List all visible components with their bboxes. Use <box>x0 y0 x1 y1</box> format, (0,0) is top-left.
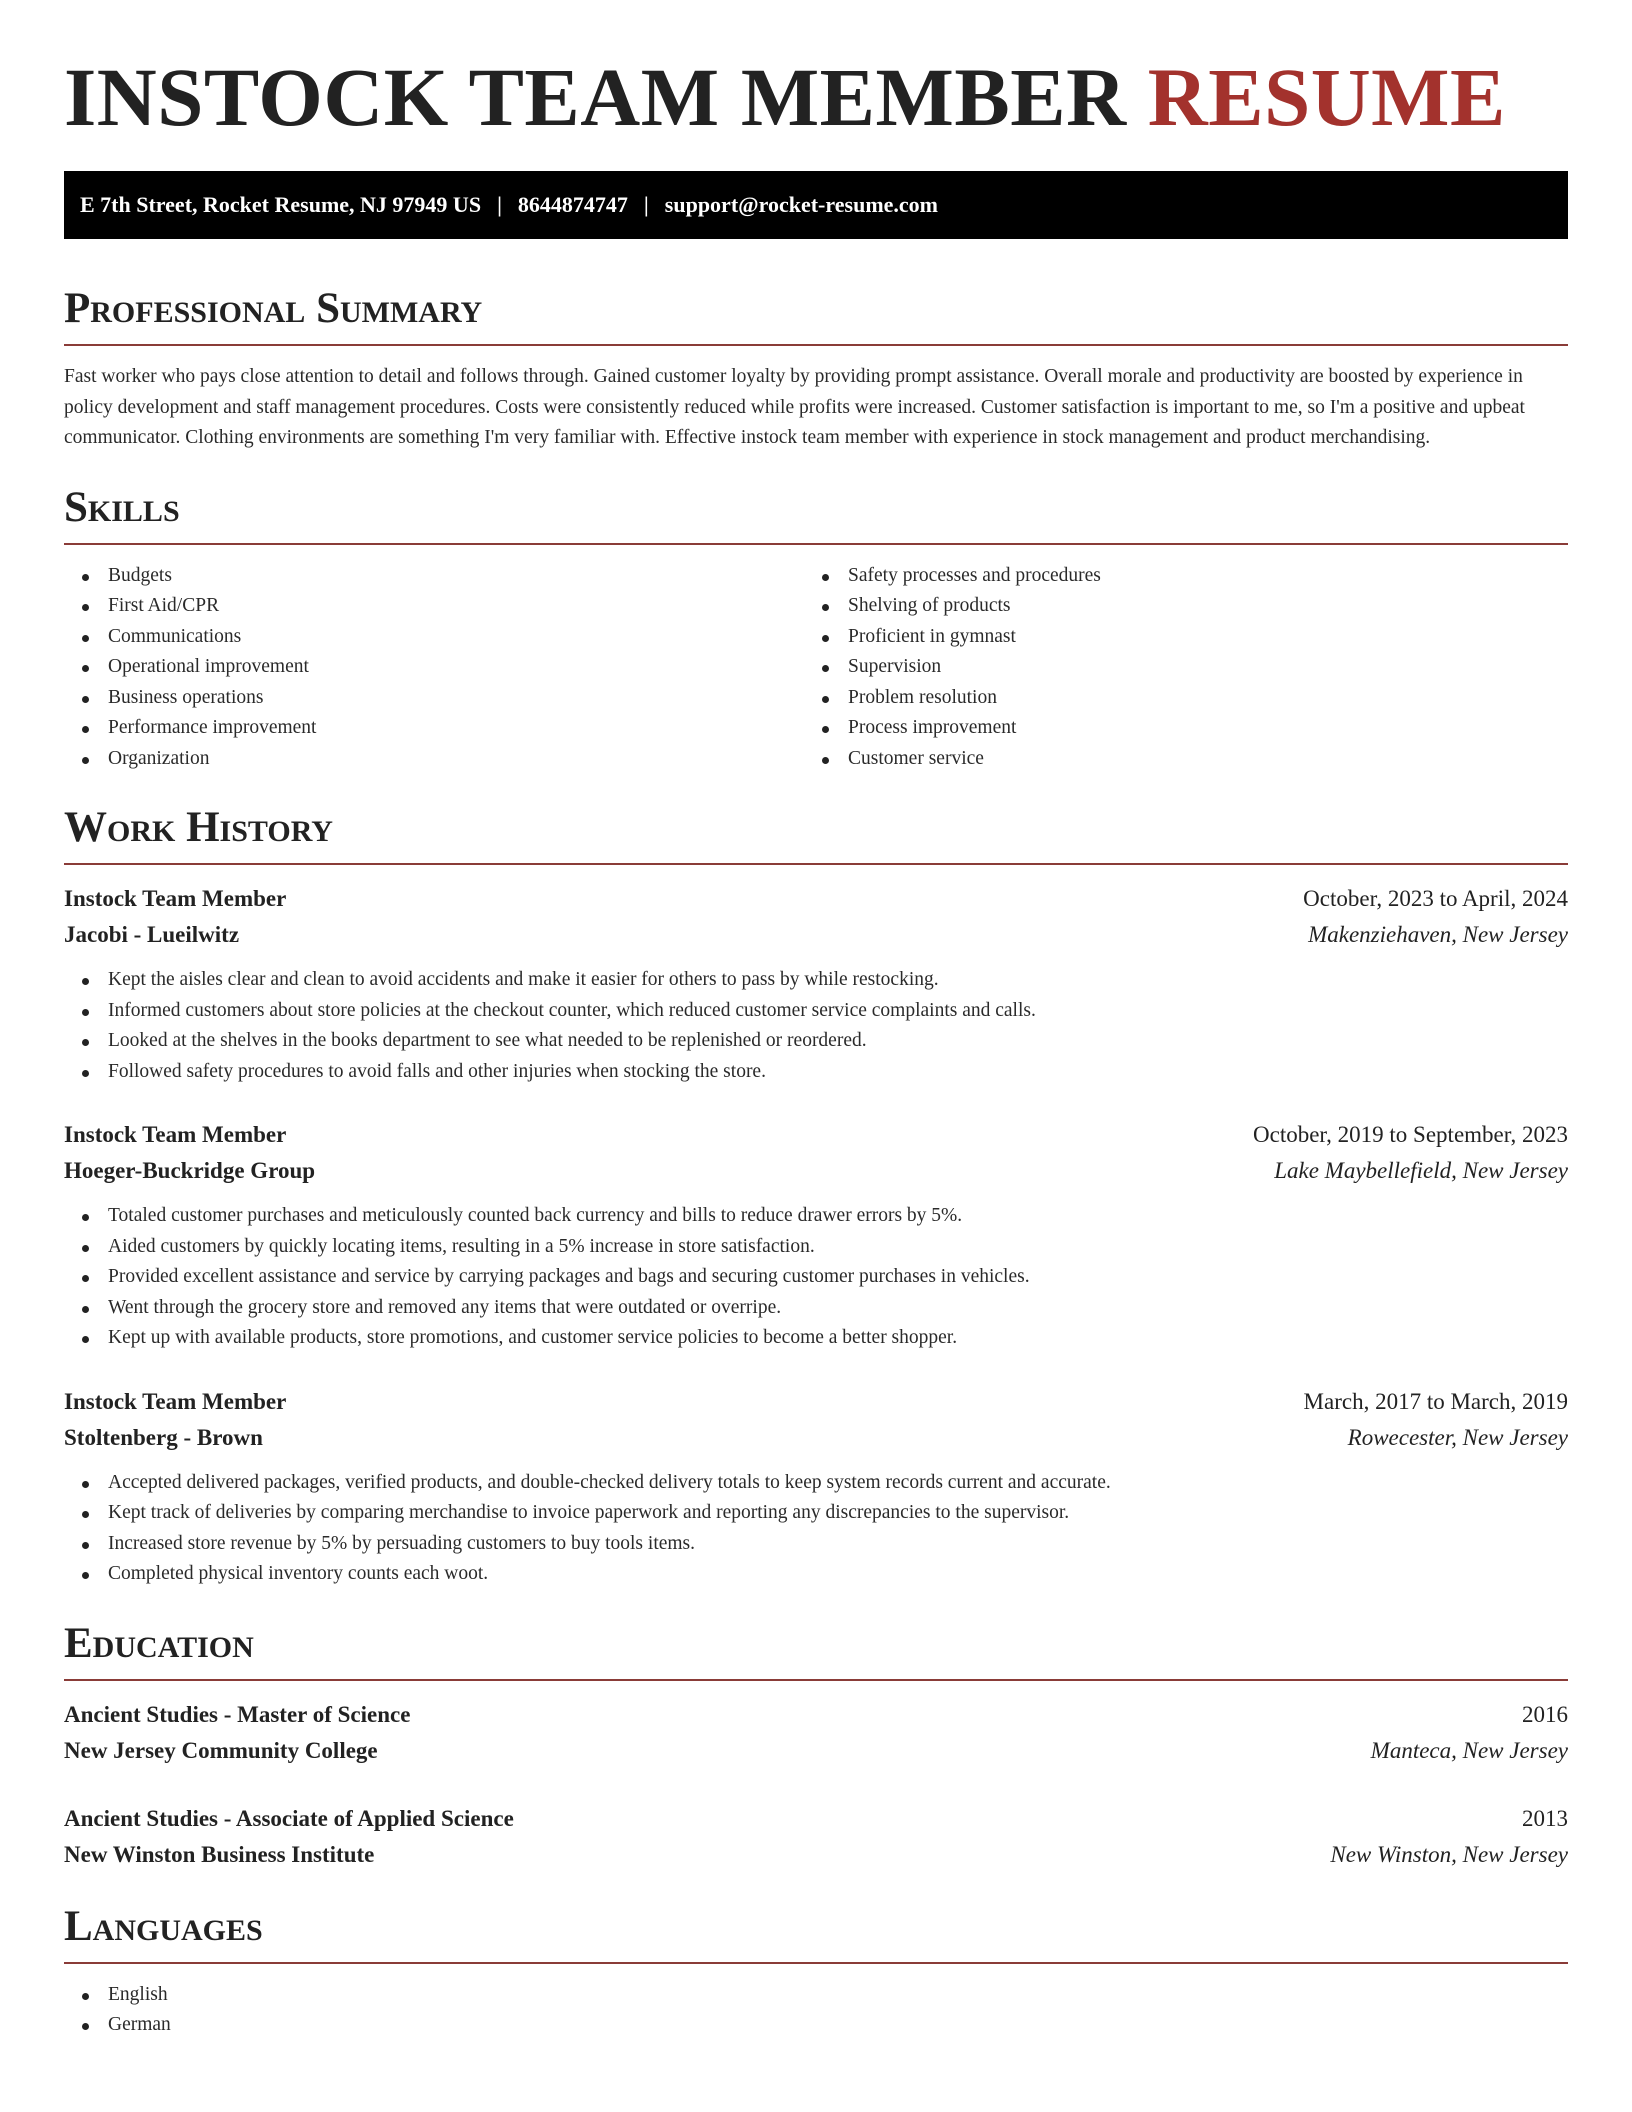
education-degree-row <box>64 1801 1568 1837</box>
bullet-dot <box>82 757 89 764</box>
skill-item <box>64 561 804 592</box>
title-main: INSTOCK TEAM MEMBER <box>64 51 1127 143</box>
languages-list <box>64 1980 1568 2041</box>
bullet-dot <box>82 1542 89 1549</box>
bullet-dot <box>82 978 89 985</box>
job-dates: October, 2023 to April, 2024 <box>1303 886 1568 911</box>
title-accent: RESUME <box>1147 51 1506 143</box>
skill-item <box>804 591 1544 622</box>
section-heading-languages: Languages <box>64 1905 1568 1964</box>
skill-item <box>64 744 804 775</box>
bullet-dot <box>82 1511 89 1518</box>
bullet-dot <box>82 1214 89 1221</box>
bullet-dot <box>822 757 829 764</box>
job-bullet <box>64 1293 1568 1324</box>
skill-label: Business operations <box>108 686 264 708</box>
skill-item <box>804 622 1544 653</box>
contact-phone: 8644874747 <box>517 192 628 217</box>
job-bullet-text: Totaled customer purchases and meticulously counted back currency and bills to reduce drawer errors by 5%. <box>108 1205 963 1226</box>
skills-list-right <box>804 561 1544 775</box>
skill-label: Performance improvement <box>108 717 317 738</box>
education-entry <box>64 1801 1568 1873</box>
job-bullet-text: Kept track of deliveries by comparing merchandise to invoice paperwork and reporting any discrepancies to the supervisor. <box>108 1502 1070 1523</box>
education-degree-row <box>64 1697 1568 1733</box>
job-bullet-text: Kept up with available products, store promotions, and customer service policies to become a better shopper. <box>108 1327 958 1348</box>
job-bullet <box>64 1529 1568 1560</box>
job-location: Makenziehaven, New Jersey <box>1308 922 1568 947</box>
job-company: Hoeger-Buckridge Group <box>64 1158 316 1183</box>
skill-item <box>64 713 804 744</box>
job-bullet-text: Kept the aisles clear and clean to avoid accidents and make it easier for others to pass by while restocking. <box>108 969 939 990</box>
job-bullet-text: Looked at the shelves in the books department to see what needed to be replenished or reordered. <box>108 1030 867 1051</box>
job-bullet-text: Increased store revenue by 5% by persuading customers to buy tools items. <box>108 1532 696 1554</box>
skill-item <box>64 591 804 622</box>
job-bullet-text: Went through the grocery store and removed any items that were outdated or overripe. <box>108 1296 782 1318</box>
job-header-row <box>64 1117 1568 1153</box>
job-bullet <box>64 1559 1568 1590</box>
education-school-row <box>64 1837 1568 1873</box>
resume-title <box>64 51 1568 143</box>
skill-item <box>804 683 1544 714</box>
education-year: 2013 <box>1522 1805 1568 1831</box>
education-school: New Winston Business Institute <box>64 1841 375 1867</box>
skill-item <box>64 683 804 714</box>
bullet-dot <box>822 574 829 581</box>
skill-item <box>64 622 804 653</box>
job-bullet-text: Informed customers about store policies at the checkout counter, which reduced customer service complaints and calls. <box>108 999 1036 1021</box>
skills-section <box>64 483 1568 775</box>
job-bullet-text: Provided excellent assistance and service by carrying packages and bags and securing customer purchases in vehicles. <box>108 1266 1030 1287</box>
contact-address: E 7th Street, Rocket Resume, NJ 97949 US <box>80 192 482 217</box>
job-location: Lake Maybellefield, New Jersey <box>1274 1158 1568 1183</box>
job-bullet <box>64 1323 1568 1354</box>
job-location: Rowecester, New Jersey <box>1347 1424 1568 1450</box>
bullet-dot <box>82 726 89 733</box>
education-school-row <box>64 1733 1568 1769</box>
contact-separator: | <box>497 192 502 217</box>
job-company-row <box>64 1153 1568 1189</box>
job-title: Instock Team Member <box>64 1122 287 1147</box>
skill-label: Process improvement <box>848 717 1017 738</box>
bullet-dot <box>82 1572 89 1579</box>
job-dates: March, 2017 to March, 2019 <box>1303 1388 1568 1414</box>
skill-label: Budgets <box>108 564 172 586</box>
job-bullet-text: Followed safety procedures to avoid falls and other injuries when stocking the store. <box>108 1060 766 1082</box>
job-entry <box>64 881 1568 1087</box>
job-bullets <box>64 1201 1568 1354</box>
bullet-dot <box>822 604 829 611</box>
section-heading-skills: Skills <box>64 486 1568 545</box>
bullet-dot <box>82 1009 89 1016</box>
education-school: New Jersey Community College <box>64 1737 378 1763</box>
skill-item <box>804 652 1544 683</box>
education-entry <box>64 1697 1568 1769</box>
education-location: Manteca, New Jersey <box>1370 1737 1568 1763</box>
job-title: Instock Team Member <box>64 1388 287 1414</box>
language-label: German <box>108 2014 171 2035</box>
bullet-dot <box>82 1039 89 1046</box>
skill-label: Supervision <box>848 656 942 677</box>
bullet-dot <box>822 696 829 703</box>
summary-section <box>64 287 1568 454</box>
section-heading-work-history: Work History <box>64 806 1568 865</box>
job-dates: October, 2019 to September, 2023 <box>1253 1122 1568 1147</box>
bullet-dot <box>82 696 89 703</box>
bullet-dot <box>82 2023 89 2030</box>
language-label: English <box>108 1983 168 2005</box>
skills-list-left <box>64 561 804 775</box>
language-item <box>64 2010 1568 2041</box>
contact-email: support@rocket-resume.com <box>664 192 938 217</box>
job-header-row <box>64 1384 1568 1420</box>
bullet-dot <box>822 665 829 672</box>
bullet-dot <box>82 1275 89 1282</box>
skill-label: Organization <box>108 747 210 769</box>
job-company-row <box>64 1420 1568 1456</box>
job-bullets <box>64 1468 1568 1590</box>
skill-label: Communications <box>108 625 242 647</box>
language-item <box>64 1980 1568 2011</box>
bullet-dot <box>82 1070 89 1077</box>
job-company: Stoltenberg - Brown <box>64 1424 263 1450</box>
skill-label: Proficient in gymnast <box>848 625 1016 647</box>
job-bullet <box>64 965 1568 996</box>
job-title: Instock Team Member <box>64 886 287 911</box>
contact-separator: | <box>643 192 649 217</box>
education-degree: Ancient Studies - Master of Science <box>64 1701 411 1727</box>
section-heading-education: Education <box>64 1622 1568 1681</box>
skill-label: Shelving of products <box>848 595 1011 616</box>
skill-label: Safety processes and procedures <box>848 564 1101 586</box>
bullet-dot <box>82 1993 89 2000</box>
skill-label: Operational improvement <box>108 656 309 677</box>
job-header-row <box>64 881 1568 917</box>
contact-bar <box>64 171 1568 239</box>
bullet-dot <box>822 635 829 642</box>
skills-column-left <box>64 561 804 775</box>
bullet-dot <box>82 604 89 611</box>
job-bullet-text: Aided customers by quickly locating items, resulting in a 5% increase in store satisfaction. <box>108 1235 815 1257</box>
bullet-dot <box>82 1481 89 1488</box>
job-bullets <box>64 965 1568 1087</box>
bullet-dot <box>82 1245 89 1252</box>
skill-label: Problem resolution <box>848 686 997 708</box>
skill-item <box>804 744 1544 775</box>
job-bullet <box>64 1262 1568 1293</box>
work-history-section <box>64 806 1568 1590</box>
job-bullet <box>64 1498 1568 1529</box>
skill-label: Customer service <box>848 747 984 769</box>
bullet-dot <box>82 1306 89 1313</box>
education-section <box>64 1619 1568 1873</box>
bullet-dot <box>82 1336 89 1343</box>
job-bullet-text: Accepted delivered packages, verified products, and double-checked delivery totals to keep system records current and accurate. <box>108 1471 1111 1493</box>
section-heading-summary: Professional Summary <box>64 287 1568 346</box>
skill-item <box>804 561 1544 592</box>
education-location: New Winston, New Jersey <box>1330 1841 1568 1867</box>
job-company-row <box>64 917 1568 953</box>
languages-section <box>64 1902 1568 2041</box>
education-degree: Ancient Studies - Associate of Applied Science <box>64 1805 514 1831</box>
skills-column-right <box>804 561 1544 775</box>
bullet-dot <box>82 635 89 642</box>
summary-text: Fast worker who pays close attention to detail and follows through. Gained customer loyalty by providing prompt assistance. Overall morale and productivity are boosted by experience in policy development and staff management procedures. Costs were consistently reduced while profits were increased. Customer satisfaction is important to me, so I'm a positive and upbeat communicator. Clothing environments are something I'm very familiar with. Effective instock team member with experience in stock management and product merchandising. <box>64 366 1525 448</box>
job-bullet <box>64 1201 1568 1232</box>
skills-grid <box>64 561 1568 775</box>
skill-item <box>804 713 1544 744</box>
job-company: Jacobi - Lueilwitz <box>64 922 240 947</box>
skill-label: First Aid/CPR <box>108 595 220 616</box>
job-bullet <box>64 996 1568 1027</box>
job-bullet <box>64 1468 1568 1499</box>
skill-item <box>64 652 804 683</box>
job-bullet-text: Completed physical inventory counts each woot. <box>108 1563 489 1584</box>
job-bullet <box>64 1232 1568 1263</box>
job-entry <box>64 1384 1568 1590</box>
job-bullet <box>64 1026 1568 1057</box>
bullet-dot <box>822 726 829 733</box>
bullet-dot <box>82 665 89 672</box>
job-bullet <box>64 1057 1568 1088</box>
education-year: 2016 <box>1522 1701 1568 1727</box>
job-entry <box>64 1117 1568 1354</box>
bullet-dot <box>82 574 89 581</box>
